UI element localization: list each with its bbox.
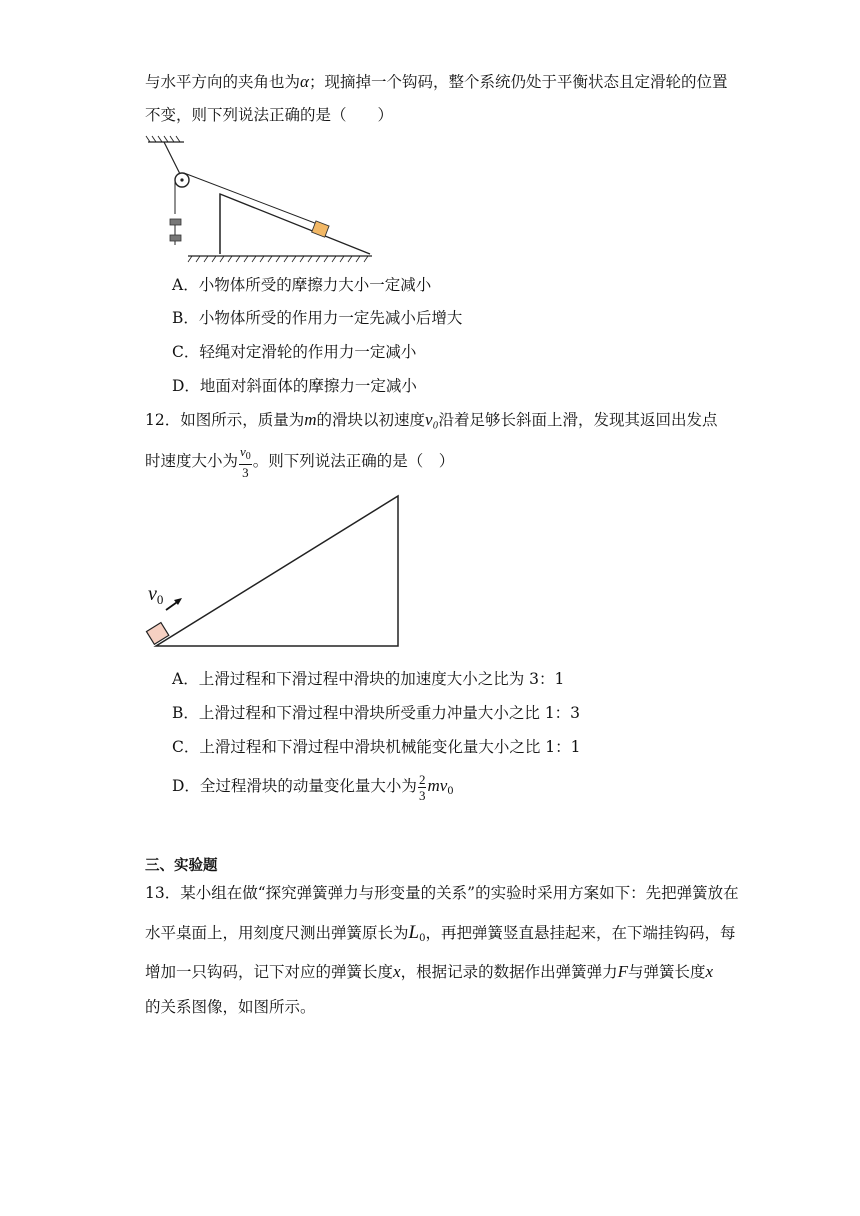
q13-text-line2: 水平桌面上，用刻度尺测出弹簧原长为$L_0$，再把弹簧竖直悬挂起来，在下端挂钩码，每 (145, 922, 736, 944)
q11-option-d: D．地面对斜面体的摩擦力一定减小 (172, 377, 417, 395)
q13-text-line4: 的关系图像，如图所示。 (145, 998, 316, 1016)
section-heading: 三、实验题 (145, 858, 218, 874)
v0-label: $v_0$ (148, 583, 164, 607)
q12-text-line2: 时速度大小为 $\frac{v_0}{3}$ 。则下列说法正确的是（ ） (145, 444, 455, 480)
q11-option-a: A．小物体所受的摩擦力大小一定减小 (172, 276, 432, 294)
q12-text-line1: 12．如图所示，质量为m的滑块以初速度v₀沿着足够长斜面上滑，发现其返回出发点 (145, 410, 718, 429)
q11-text-line1: 与水平方向的夹角也为α；现摘掉一个钩码，整个系统仍处于平衡状态且定滑轮的位置 (145, 72, 728, 91)
q12-option-d: D．全过程滑块的动量变化量大小为 $\frac{2}{3}$ $mv_0$ (172, 771, 454, 803)
fraction-v0-over-3: $\frac{v_0}{3}$ (240, 444, 251, 480)
q11-option-b: B．小物体所受的作用力一定先减小后增大 (172, 309, 463, 327)
q11-text-line2: 不变，则下列说法正确的是（ ） (145, 106, 394, 124)
q13-text-line3: 增加一只钩码，记下对应的弹簧长度x，根据记录的数据作出弹簧弹力F与弹簧长度x (145, 962, 714, 981)
q12-incline-figure (140, 488, 410, 653)
q11-pulley-incline-figure (140, 132, 380, 267)
q12-option-c: C．上滑过程和下滑过程中滑块机械能变化量大小之比 1：1 (172, 738, 581, 756)
slider-block-icon (146, 623, 168, 645)
q12-option-a: A．上滑过程和下滑过程中滑块的加速度大小之比为 3：1 (172, 670, 565, 688)
q12-option-b: B．上滑过程和下滑过程中滑块所受重力冲量大小之比 1：3 (172, 704, 581, 722)
block-icon (312, 221, 329, 237)
hook-weights-icon (170, 219, 181, 245)
q13-text-line1: 13．某小组在做“探究弹簧弹力与形变量的关系”的实验时采用方案如下：先把弹簧放在 (145, 884, 739, 902)
q11-option-c: C．轻绳对定滑轮的作用力一定减小 (172, 343, 417, 361)
alpha-symbol: α (300, 72, 309, 91)
fraction-2-over-3: $\frac{2}{3}$ (418, 771, 426, 803)
